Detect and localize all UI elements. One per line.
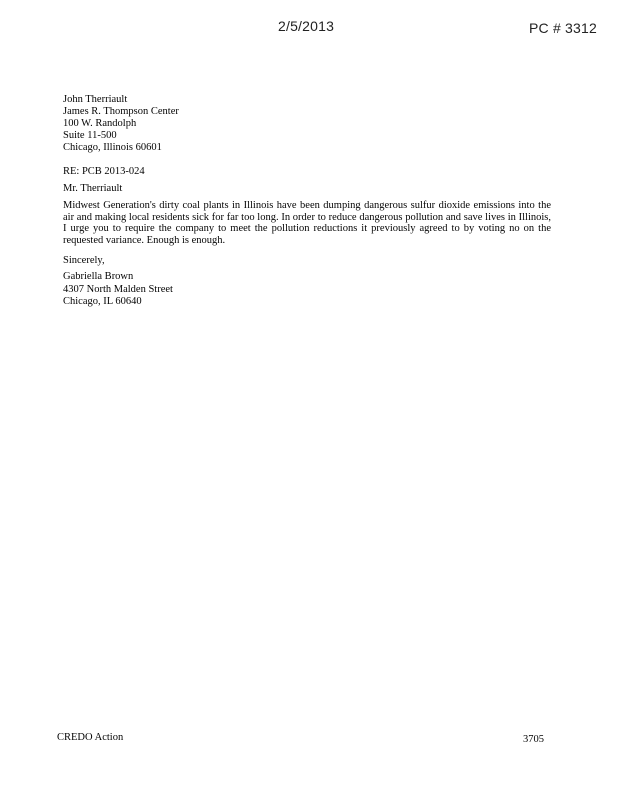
signer-street: 4307 North Malden Street — [63, 283, 173, 295]
letter-body: Midwest Generation's dirty coal plants in Illinois have been dumping dangerous sulfur dioxide emissions into the air and making local residents sick for far too long. In order to reduce dangerous pollution and save lives in Illinois, I urge you to require the company to meet the pollution reductions it previously agreed to by voting no on the requested variance. Enough is enough. — [63, 200, 551, 246]
signer-city: Chicago, IL 60640 — [63, 296, 142, 307]
signature-block — [63, 271, 173, 309]
recipient-address — [63, 94, 179, 154]
recipient-suite: Suite 11-500 — [63, 130, 117, 141]
footer-page-number: 3705 — [523, 734, 544, 745]
recipient-name: John Therriault — [63, 94, 128, 105]
header-date: 2/5/2013 — [278, 18, 335, 34]
re-line: RE: PCB 2013-024 — [63, 166, 145, 177]
footer-organization: CREDO Action — [57, 732, 124, 743]
recipient-building: James R. Thompson Center — [63, 106, 179, 117]
recipient-city: Chicago, Illinois 60601 — [63, 142, 162, 153]
salutation: Mr. Therriault — [63, 183, 123, 194]
recipient-street: 100 W. Randolph — [63, 118, 137, 129]
header-pc-number: PC # 3312 — [529, 20, 597, 36]
closing: Sincerely, — [63, 255, 105, 266]
signer-name: Gabriella Brown — [63, 271, 134, 282]
